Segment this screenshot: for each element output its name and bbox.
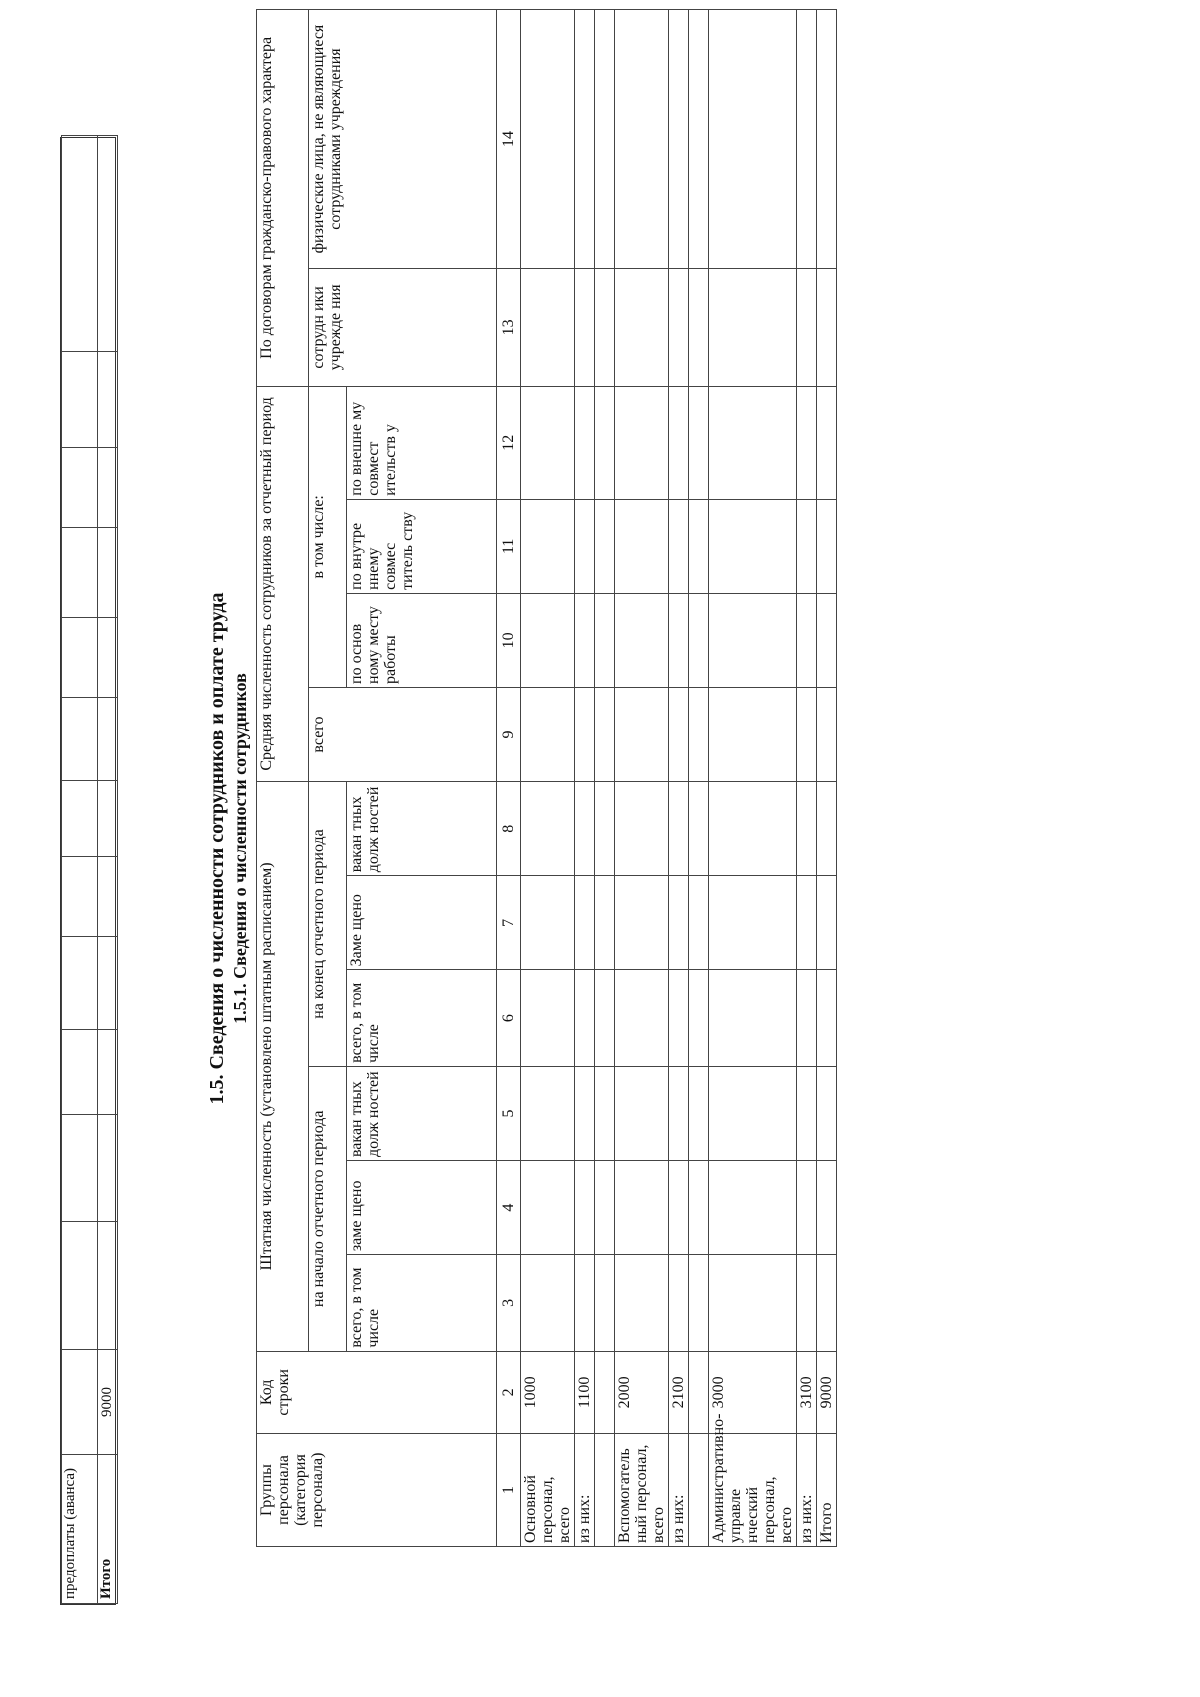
col-number: 2 xyxy=(497,1351,521,1433)
col-number: 9 xyxy=(497,687,521,781)
empty-cell xyxy=(797,970,817,1066)
empty-cell xyxy=(817,386,837,499)
empty-cell xyxy=(689,386,709,499)
section-subtitle: 1.5.1. Сведения о численности сотрудников xyxy=(230,673,250,1024)
row-label: Административно-управле нческий персонал, всего xyxy=(709,1434,797,1547)
empty-cell xyxy=(575,970,595,1066)
empty-cell xyxy=(689,1161,709,1255)
empty-cell xyxy=(797,876,817,970)
empty-cell xyxy=(595,1161,615,1255)
header-start-vacant: вакан тных долж ностей xyxy=(347,1066,497,1160)
empty-cell xyxy=(817,687,837,781)
empty-cell xyxy=(817,10,837,269)
empty-cell xyxy=(669,970,689,1066)
empty-cell xyxy=(797,1066,817,1160)
empty-cell xyxy=(575,499,595,593)
row-code: 1100 xyxy=(575,1351,595,1433)
col-number: 11 xyxy=(497,499,521,593)
row-label: Вспомогатель ный персонал, всего xyxy=(615,1434,669,1547)
table-row xyxy=(595,10,615,1547)
empty-cell xyxy=(817,876,837,970)
empty-cell xyxy=(817,1161,837,1255)
table-row xyxy=(709,10,797,1547)
empty-cell xyxy=(709,1161,797,1255)
empty-cell xyxy=(595,876,615,970)
header-start-substituted: заме щено xyxy=(347,1161,497,1255)
header-end-vacant: вакан тных долж ностей xyxy=(347,782,497,876)
empty-cell xyxy=(521,269,575,387)
header-code: Код строки xyxy=(257,1351,497,1433)
previous-table-fragment xyxy=(60,137,116,1605)
empty-cell xyxy=(817,1066,837,1160)
row-code: 1000 xyxy=(521,1351,575,1433)
row-code xyxy=(595,1351,615,1433)
col-number: 13 xyxy=(497,269,521,387)
empty-cell xyxy=(797,1255,817,1351)
empty-cell xyxy=(615,269,669,387)
col-number: 10 xyxy=(497,593,521,687)
empty-cell xyxy=(709,782,797,876)
empty-cell xyxy=(575,876,595,970)
empty-cell xyxy=(709,269,797,387)
row-label: из них: xyxy=(575,1434,595,1547)
header-groups: Группы персонала (категория персонала) xyxy=(257,1434,497,1547)
col-number: 7 xyxy=(497,876,521,970)
empty-cell xyxy=(817,499,837,593)
prev-total-code: 9000 xyxy=(98,1350,118,1455)
empty-cell xyxy=(521,10,575,269)
col-number: 12 xyxy=(497,386,521,499)
empty-cell xyxy=(521,499,575,593)
empty-cell xyxy=(521,1066,575,1160)
empty-cell xyxy=(709,499,797,593)
empty-cell xyxy=(669,687,689,781)
empty-cell xyxy=(595,10,615,269)
empty-cell xyxy=(521,386,575,499)
row-code: 2100 xyxy=(669,1351,689,1433)
empty-cell xyxy=(615,687,669,781)
empty-cell xyxy=(709,386,797,499)
empty-cell xyxy=(797,782,817,876)
header-civil-persons: физические лица, не являющиеся сотрудниками учреждения xyxy=(309,10,497,269)
empty-cell xyxy=(575,593,595,687)
empty-cell xyxy=(521,876,575,970)
empty-cell xyxy=(521,1161,575,1255)
row-label xyxy=(595,1434,615,1547)
row-label: из них: xyxy=(797,1434,817,1547)
header-staff: Штатная численность (установлено штатным расписанием) xyxy=(257,782,309,1352)
row-code: 3000 xyxy=(709,1351,797,1433)
empty-cell xyxy=(689,1255,709,1351)
empty-cell xyxy=(797,593,817,687)
empty-cell xyxy=(669,386,689,499)
row-label xyxy=(689,1434,709,1547)
empty-cell xyxy=(595,1255,615,1351)
header-civil-employees: сотрудн ики учрежде ния xyxy=(309,269,497,387)
empty-cell xyxy=(669,593,689,687)
empty-cell xyxy=(521,1255,575,1351)
empty-cell xyxy=(817,593,837,687)
table-row xyxy=(797,10,817,1547)
empty-cell xyxy=(669,1161,689,1255)
table-row xyxy=(689,10,709,1547)
table-row xyxy=(575,10,595,1547)
empty-cell xyxy=(689,782,709,876)
empty-cell xyxy=(689,1066,709,1160)
empty-cell xyxy=(595,269,615,387)
empty-cell xyxy=(689,687,709,781)
empty-cell xyxy=(521,782,575,876)
empty-cell xyxy=(797,269,817,387)
section-title: 1.5. Сведения о численности сотрудников и оплате труда xyxy=(206,592,228,1105)
row-label: Основной персонал, всего xyxy=(521,1434,575,1547)
empty-cell xyxy=(615,876,669,970)
empty-cell xyxy=(595,386,615,499)
header-main-place: по основ ному месту работы xyxy=(347,593,497,687)
empty-cell xyxy=(521,593,575,687)
col-number: 8 xyxy=(497,782,521,876)
empty-cell xyxy=(615,1161,669,1255)
empty-cell xyxy=(669,269,689,387)
empty-cell xyxy=(521,687,575,781)
empty-cell xyxy=(575,782,595,876)
header-staff-start: на начало отчетного периода xyxy=(309,1066,347,1351)
table-row xyxy=(669,10,689,1547)
empty-cell xyxy=(817,1255,837,1351)
header-internal: по внутре ннему совмес титель ству xyxy=(347,499,497,593)
empty-cell xyxy=(709,970,797,1066)
col-number: 1 xyxy=(497,1434,521,1547)
empty-cell xyxy=(615,1066,669,1160)
empty-cell xyxy=(709,593,797,687)
empty-cell xyxy=(575,1255,595,1351)
empty-cell xyxy=(797,687,817,781)
row-code xyxy=(689,1351,709,1433)
empty-cell xyxy=(709,10,797,269)
empty-cell xyxy=(797,1161,817,1255)
empty-cell xyxy=(575,10,595,269)
row-label: из них: xyxy=(669,1434,689,1547)
empty-cell xyxy=(797,10,817,269)
header-civil: По договорам гражданско-правового характера xyxy=(257,10,309,387)
row-label: Итого xyxy=(817,1434,837,1547)
header-external: по внешне му совмест ительств у xyxy=(347,386,497,499)
empty-cell xyxy=(575,269,595,387)
empty-cell xyxy=(817,269,837,387)
empty-cell xyxy=(709,687,797,781)
empty-cell xyxy=(669,1066,689,1160)
empty-cell xyxy=(797,499,817,593)
col-number: 3 xyxy=(497,1255,521,1351)
header-avg-total: всего xyxy=(309,687,497,781)
empty-cell xyxy=(709,1066,797,1160)
empty-cell xyxy=(595,687,615,781)
col-number: 6 xyxy=(497,970,521,1066)
header-staff-end: на конец отчетного периода xyxy=(309,782,347,1067)
header-avg-incl: в том числе: xyxy=(309,386,347,687)
empty-cell xyxy=(615,386,669,499)
empty-cell xyxy=(595,499,615,593)
row-code: 2000 xyxy=(615,1351,669,1433)
empty-cell xyxy=(689,269,709,387)
col-number: 14 xyxy=(497,10,521,269)
empty-cell xyxy=(689,10,709,269)
empty-cell xyxy=(669,1255,689,1351)
empty-cell xyxy=(689,970,709,1066)
row-code: 9000 xyxy=(817,1351,837,1433)
header-start-total: всего, в том числе xyxy=(347,1255,497,1351)
col-number: 4 xyxy=(497,1161,521,1255)
empty-cell xyxy=(595,782,615,876)
empty-cell xyxy=(575,1161,595,1255)
empty-cell xyxy=(575,687,595,781)
empty-cell xyxy=(615,1255,669,1351)
empty-cell xyxy=(709,876,797,970)
empty-cell xyxy=(689,876,709,970)
empty-cell xyxy=(595,970,615,1066)
empty-cell xyxy=(615,593,669,687)
table-row xyxy=(615,10,669,1547)
empty-cell xyxy=(797,386,817,499)
col-number: 5 xyxy=(497,1066,521,1160)
empty-cell xyxy=(615,970,669,1066)
header-end-substituted: Заме щено xyxy=(347,876,497,970)
table-row xyxy=(817,10,837,1547)
empty-cell xyxy=(521,970,575,1066)
staff-numbers-table xyxy=(256,9,837,1547)
empty-cell xyxy=(669,499,689,593)
empty-cell xyxy=(709,1255,797,1351)
empty-cell xyxy=(575,386,595,499)
empty-cell xyxy=(595,1066,615,1160)
header-end-total: всего, в том числе xyxy=(347,970,497,1066)
empty-cell xyxy=(669,10,689,269)
empty-cell xyxy=(817,782,837,876)
prev-total-label: Итого xyxy=(98,1455,118,1604)
table-row xyxy=(521,10,575,1547)
empty-cell xyxy=(615,782,669,876)
empty-cell xyxy=(689,499,709,593)
header-average: Средняя численность сотрудников за отчетный период xyxy=(257,386,309,781)
empty-cell xyxy=(689,593,709,687)
prev-row-label: предоплаты (аванса) xyxy=(62,1455,98,1604)
empty-cell xyxy=(669,782,689,876)
empty-cell xyxy=(817,970,837,1066)
empty-cell xyxy=(615,10,669,269)
empty-cell xyxy=(669,876,689,970)
empty-cell xyxy=(595,593,615,687)
row-code: 3100 xyxy=(797,1351,817,1433)
empty-cell xyxy=(615,499,669,593)
empty-cell xyxy=(575,1066,595,1160)
